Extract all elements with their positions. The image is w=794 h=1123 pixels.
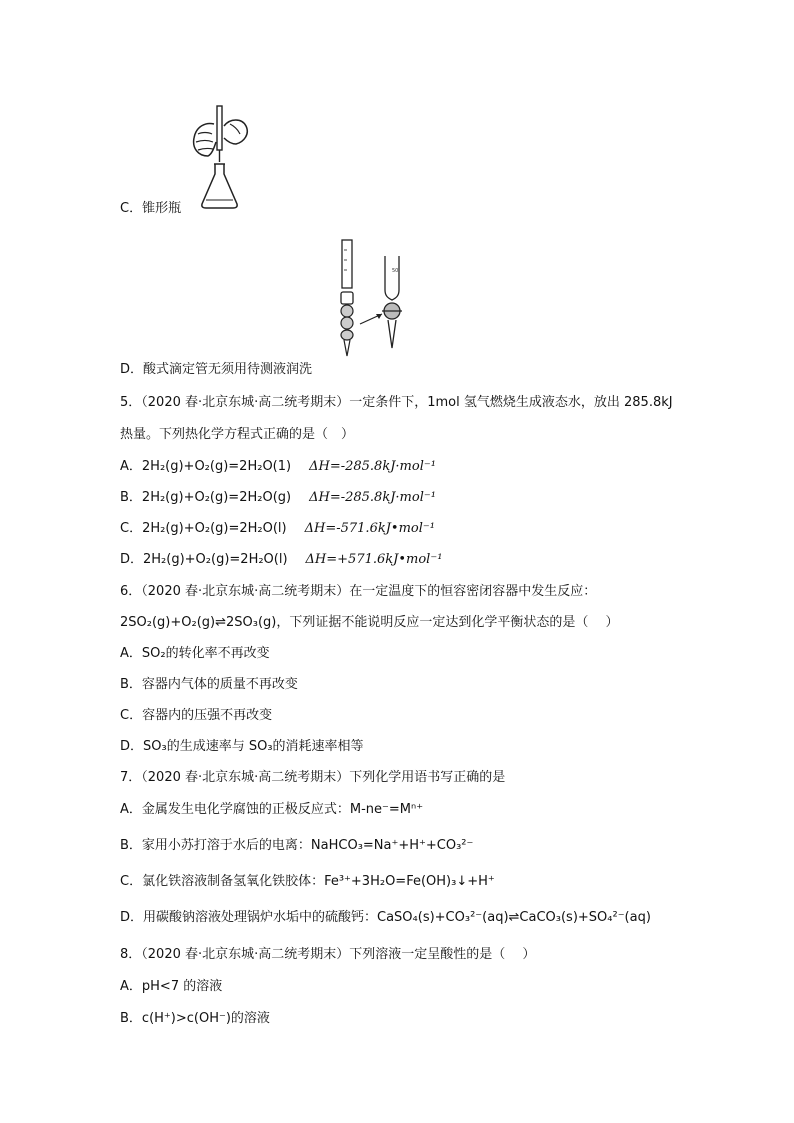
titration-flask-figure <box>186 104 252 216</box>
enthalpy-change: ΔH=+571.6kJ•mol⁻¹ <box>305 552 443 567</box>
q6-option-d: D．SO₃的生成速率与 SO₃的消耗速率相等 <box>120 739 364 754</box>
q8-option-b: B．c(H⁺)>c(OH⁻)的溶液 <box>120 1011 270 1026</box>
option-label: A． <box>120 459 142 474</box>
option-label: C． <box>120 521 143 536</box>
equation: 2H₂(g)+O₂(g)=2H₂O(g) <box>141 490 292 505</box>
q5-option-c <box>120 520 435 538</box>
q6-option-b: B．容器内气体的质量不再改变 <box>120 677 298 692</box>
q7-option-b: B．家用小苏打溶于水后的电离：NaHCO₃=Na⁺+H⁺+CO₃²⁻ <box>120 838 474 853</box>
burette-mark: 50 <box>392 268 399 274</box>
equation: 2H₂(g)+O₂(g)=2H₂O(l) <box>142 521 287 536</box>
equation: 2H₂(g)+O₂(g)=2H₂O(1) <box>141 459 292 474</box>
q4-option-c: C．锥形瓶 <box>120 201 182 216</box>
q8-stem: 8．（2020 春·北京东城·高二统考期末）下列溶液一定呈酸性的是（ ） <box>120 947 536 962</box>
q6-stem-line1: 6．（2020 春·北京东城·高二统考期末）在一定温度下的恒容密闭容器中发生反应： <box>120 584 597 599</box>
q6-stem-line2: 2SO₂(g)+O₂(g)⇌2SO₃(g)，下列证据不能说明反应一定达到化学平衡状态的是（ ） <box>120 615 619 630</box>
q8-option-a: A．pH<7 的溶液 <box>120 979 223 994</box>
q5-option-b <box>120 489 436 507</box>
acid-burette-figure <box>330 238 420 360</box>
q5-stem-line1: 5．（2020 春·北京东城·高二统考期末）一定条件下，1mol 氢气燃烧生成液态水，放出 285.8kJ <box>120 395 673 410</box>
q5-option-d <box>120 551 442 569</box>
q4-option-d: D．酸式滴定管无须用待测液润洗 <box>120 362 313 377</box>
enthalpy-change: ΔH=-285.8kJ·mol⁻¹ <box>309 459 436 474</box>
q5-option-a <box>120 458 436 476</box>
q7-option-d: D．用碳酸钠溶液处理锅炉水垢中的硫酸钙：CaSO₄(s)+CO₃²⁻(aq)⇌CaCO₃(s)+SO₄²⁻(aq) <box>120 910 651 925</box>
q7-stem: 7．（2020 春·北京东城·高二统考期末）下列化学用语书写正确的是 <box>120 770 506 785</box>
option-label: D． <box>120 552 144 567</box>
q5-stem-line2: 热量。下列热化学方程式正确的是（ ） <box>120 427 355 442</box>
q6-option-a: A．SO₂的转化率不再改变 <box>120 646 270 661</box>
q7-option-c: C．氯化铁溶液制备氢氧化铁胶体：Fe³⁺+3H₂O=Fe(OH)₃↓+H⁺ <box>120 874 495 889</box>
q7-option-a: A．金属发生电化学腐蚀的正极反应式：M-ne⁻=Mⁿ⁺ <box>120 802 424 817</box>
equation: 2H₂(g)+O₂(g)=2H₂O(l) <box>143 552 288 567</box>
enthalpy-change: ΔH=-571.6kJ•mol⁻¹ <box>304 521 435 536</box>
enthalpy-change: ΔH=-285.8kJ·mol⁻¹ <box>309 490 436 505</box>
q6-option-c: C．容器内的压强不再改变 <box>120 708 273 723</box>
option-label: B． <box>120 490 142 505</box>
